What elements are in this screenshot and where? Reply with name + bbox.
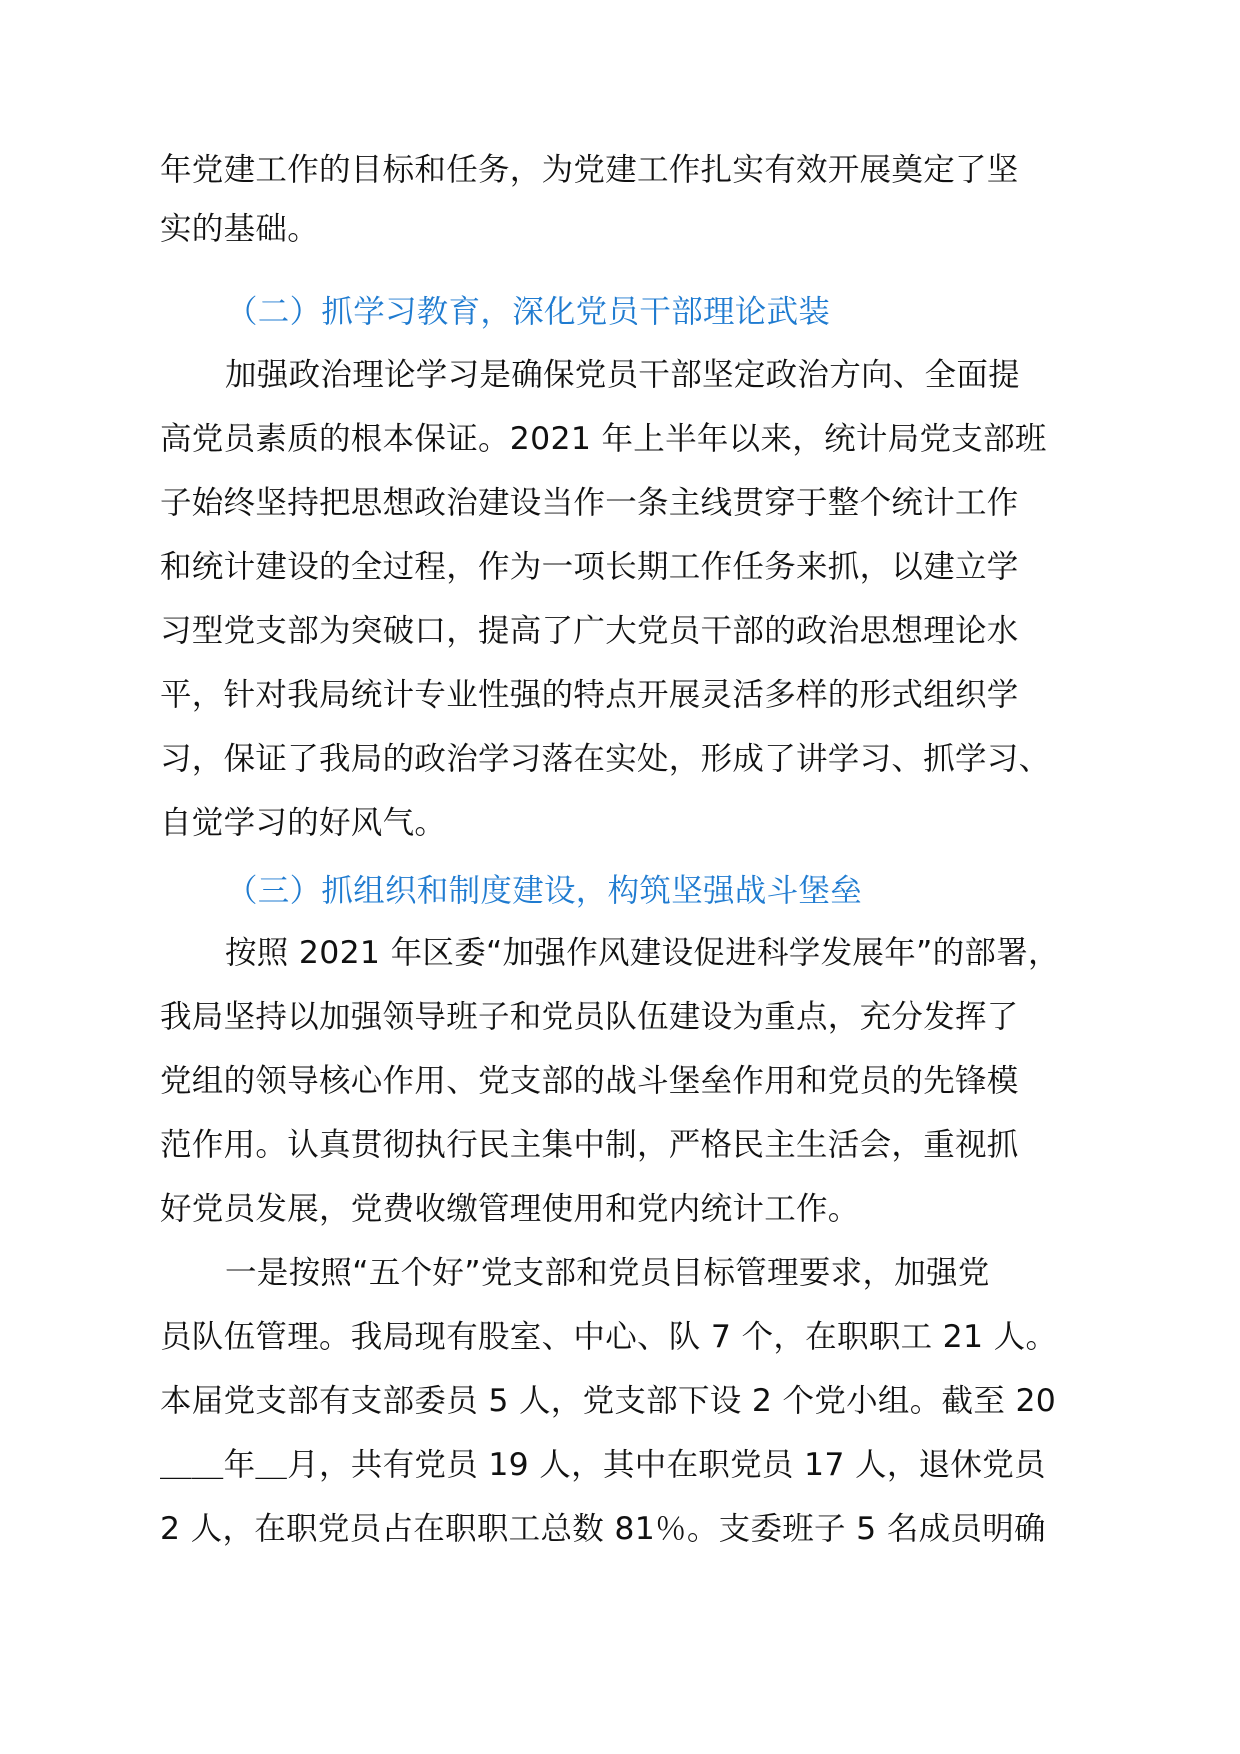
text-line: 子始终坚持把思想政治建设当作一条主线贯穿于整个统计工作 (160, 485, 1019, 521)
text-line: ＿＿年＿月，共有党员 19 人，其中在职党员 17 人，退休党员 (160, 1447, 1046, 1483)
text-line: 年党建工作的目标和任务，为党建工作扎实有效开展奠定了坚 (160, 152, 1019, 188)
text-line: 习，保证了我局的政治学习落在实处，形成了讲学习、抓学习、 (160, 741, 1051, 777)
text-line: 高党员素质的根本保证。2021 年上半年以来，统计局党支部班 (160, 421, 1047, 457)
text-line: 平，针对我局统计专业性强的特点开展灵活多样的形式组织学 (160, 677, 1019, 713)
paragraph-first-line: 一是按照“五个好”党支部和党员目标管理要求，加强党 (225, 1255, 990, 1291)
section-heading-two: （二）抓学习教育，深化党员干部理论武装 (226, 294, 831, 330)
text-line: 本届党支部有支部委员 5 人，党支部下设 2 个党小组。截至 20 (160, 1383, 1057, 1419)
text-line: 2 人，在职党员占在职职工总数 81％。支委班子 5 名成员明确 (160, 1511, 1046, 1547)
text-line: 习型党支部为突破口，提高了广大党员干部的政治思想理论水 (160, 613, 1019, 649)
paragraph-first-line: 按照 2021 年区委“加强作风建设促进科学发展年”的部署， (225, 935, 1060, 971)
text-line: 党组的领导核心作用、党支部的战斗堡垒作用和党员的先锋模 (160, 1063, 1019, 1099)
text-line: 好党员发展，党费收缴管理使用和党内统计工作。 (160, 1191, 860, 1227)
paragraph-first-line: 加强政治理论学习是确保党员干部坚定政治方向、全面提 (225, 357, 1021, 393)
text-line: 范作用。认真贯彻执行民主集中制，严格民主生活会，重视抓 (160, 1127, 1019, 1163)
text-line: 员队伍管理。我局现有股室、中心、队 7 个，在职职工 21 人。 (160, 1319, 1058, 1355)
text-line: 自觉学习的好风气。 (160, 805, 447, 841)
text-line: 实的基础。 (160, 211, 320, 247)
section-heading-three: （三）抓组织和制度建设，构筑坚强战斗堡垒 (226, 873, 863, 909)
text-line: 我局坚持以加强领导班子和党员队伍建设为重点，充分发挥了 (160, 999, 1019, 1035)
text-line: 和统计建设的全过程，作为一项长期工作任务来抓，以建立学 (160, 549, 1019, 585)
